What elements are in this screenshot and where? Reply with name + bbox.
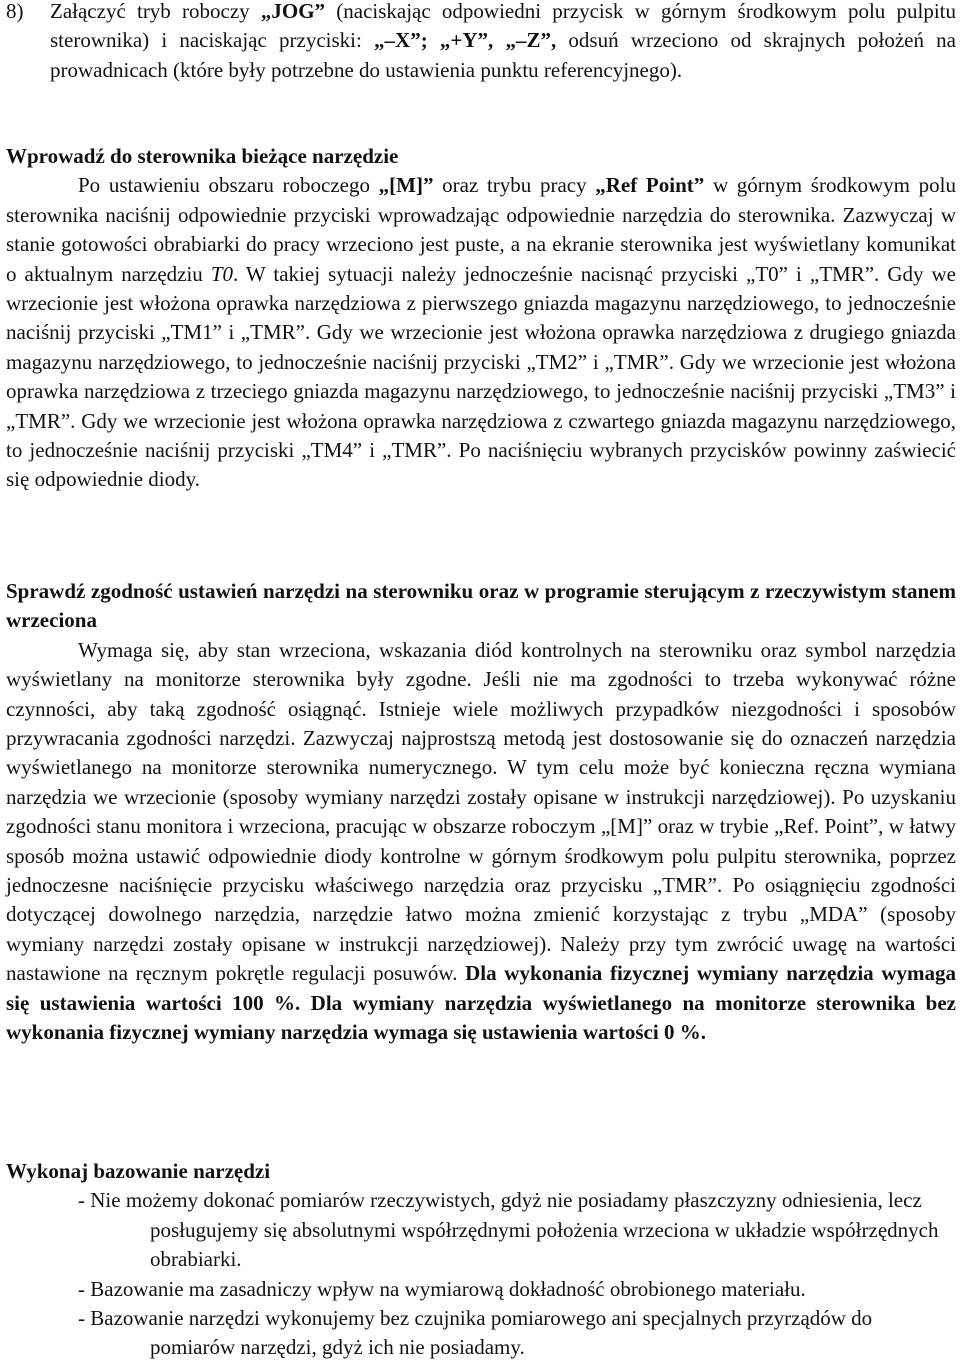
step-8 [6, 0, 956, 85]
list-item: - Nie możemy dokonać pomiarów rzeczywistych, gdyż nie posiadamy płaszczyzny odniesienia, lecz posługujemy się absolutnymi współrzędnymi położenia wrzeciona w układzie współrzędnych obrabiarki. [78, 1188, 939, 1272]
step-number: 8) [6, 0, 24, 23]
tool-t0: T0 [210, 261, 234, 286]
tools-text-4: . W takiej sytuacji należy jednocześnie nacisnąć przyciski „T0” i „TMR”. Gdy we wrzecionie jest włożona oprawka narzędziowa z pierwszego gniazda magazynu narzędziowego, to jednocześnie naciśnij przyciski „TM1” i „TMR”. Gdy we wrzecionie jest włożona oprawka narzędziowa z drugiego gniazda magazynu narzędziowego, to jednocześnie naciśnij przyciski „TM2” i „TMR”. Gdy we wrzecionie jest włożona oprawka narzędziowa z trzeciego gniazda magazynu narzędziowego, to jednocześnie naciśnij przyciski „TM3” i „TMR”. Gdy we wrzecionie jest włożona oprawka narzędziowa z czwartego gniazda magazynu narzędziowego, to jednocześnie naciśnij przyciski „TM4” i „TMR”. Po naciśnięciu wybranych przycisków powinny zaświecić się odpowiednie diody. [6, 261, 956, 492]
ref-point-mode: „Ref Point” [595, 173, 705, 198]
list-item: - Bazowanie narzędzi wykonujemy bez czujnika pomiarowego ani specjalnych przyrządów do pomiarów narzędzi, gdyż ich nie posiadamy. [78, 1306, 873, 1360]
jog-mode: „JOG” [260, 0, 326, 23]
section-tools-paragraph [6, 171, 956, 494]
section-check-paragraph [6, 636, 956, 1048]
section-check-heading: Sprawdź zgodność ustawień narzędzi na sterowniku oraz w programie sterującym z rzeczywistym stanem wrzeciona [6, 579, 956, 633]
section-tools [6, 142, 956, 495]
step-8-text [50, 0, 956, 85]
tools-text-3: w górnym środkowym polu sterownika naciśnij odpowiednie przyciski wprowadzając odpowiednie narzędzia do sterownika. Zazwyczaj w stanie gotowości obrabiarki do pracy wrzeciono jest puste, a na ekranie sterownika jest wyświetlany komunikat o aktualnym narzędziu [6, 173, 956, 286]
workspace-m: „[M]” [378, 173, 434, 198]
step-8-text-b: (naciskając odpowiedni przycisk w górnym środkowym polu pulpitu sterownika) i naciskając przyciski: [50, 0, 956, 53]
axis-keys: „–X”; „+Y”, „–Z”, [374, 28, 557, 53]
check-text: Wymaga się, aby stan wrzeciona, wskazania diód kontrolnych na sterowniku oraz symbol narzędzia wyświetlany na monitorze sterownika były zgodne. Jeśli nie ma zgodności to trzeba wykonywać różne czynności, aby taką zgodność osiągnąć. Istnieje wiele możliwych przypadków niezgodności i sposobów przywracania zgodności narzędzi. Zazwyczaj najprostszą metodą jest dostosowanie się do oznaczeń narzędzia wyświetlanego na monitorze sterownika numerycznego. W tym celu może być konieczna ręczna wymiana narzędzia we wrzecionie (sposoby wymiany narzędzi zostały opisane w instrukcji narzędziowej). Po uzyskaniu zgodności stanu monitora i wrzeciona, pracując w obszarze roboczym „[M]” oraz w trybie „Ref. Point”, w łatwy sposób można ustawić odpowiednie diody kontrolne w górnym środkowym polu pulpitu sterownika, poprzez jednoczesne naciśnięcie przycisku właściwego narzędzia oraz przycisku „TMR”. Po osiągnięciu zgodności dotyczącej dowolnego narzędzia, narzędzie łatwo można zmienić korzystając z trybu „MDA” (sposoby wymiany narzędzi zostały opisane w instrukcji narzędziowej). Należy przy tym zwrócić uwagę na wartości nastawione na ręcznym pokrętle regulacji posuwów. [6, 637, 956, 986]
step-8-text-c: odsuń wrzeciono od skrajnych położeń na prowadnicach (które były potrzebne do ustawienia punktu referencyjnego). [50, 28, 956, 82]
section-base [6, 1157, 956, 1363]
section-check [6, 577, 956, 1048]
check-bold-text: Dla wykonania fizycznej wymiany narzędzia wymaga się ustawienia wartości 100 %. Dla wymiany narzędzia wyświetlanego na monitorze sterownika bez wykonania fizycznej wymiany narzędzia wymaga się ustawienia wartości 0 %. [6, 961, 956, 1045]
list-item: - Bazowanie ma zasadniczy wpływ na wymiarową dokładność obrobionego materiału. [78, 1276, 806, 1301]
section-base-heading: Wykonaj bazowanie narzędzi [6, 1159, 271, 1183]
step-8-text-a: Załączyć tryb roboczy [50, 0, 261, 23]
tools-text-2: oraz trybu pracy [433, 173, 596, 198]
step-8-item [6, 0, 956, 85]
section-tools-heading: Wprowadź do sterownika bieżące narzędzie [6, 144, 399, 168]
tools-text-1: Po ustawieniu obszaru roboczego [78, 173, 379, 198]
